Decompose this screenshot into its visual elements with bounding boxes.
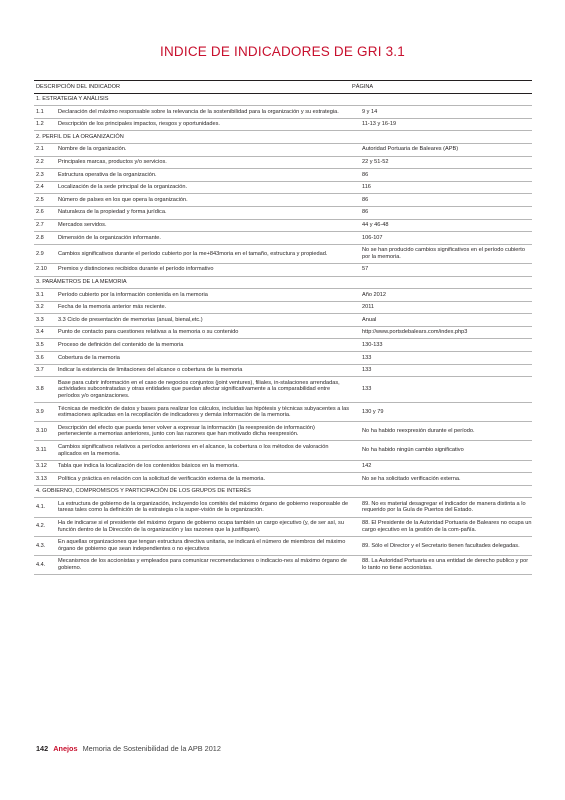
table-row: [34, 144, 532, 157]
indicator-page: 133: [362, 367, 372, 374]
indicator-number: 3.2: [36, 304, 44, 311]
indicator-page: Año 2012: [362, 291, 386, 298]
indicator-description: Ha de indicarse si el presidente del máximo órgano de gobierno ocupa también un cargo ejecutivo (y, de ser así, su función dentro de la Dirección de la organización y las razones que la justifiquen).: [58, 520, 344, 533]
indicator-page: No ha habido ningún cambio significativo: [362, 447, 464, 454]
section-title: 1. ESTRATEGIA Y ANÁLISIS: [36, 96, 109, 103]
table-row: [34, 119, 532, 132]
indicator-description: Tabla que indica la localización de los contenidos básicos en la memoria.: [58, 463, 239, 470]
indicator-description: Dimensión de la organización informante.: [58, 234, 161, 241]
indicator-page: 22 y 51-52: [362, 159, 389, 166]
indicator-description: Naturaleza de la propiedad y forma jurídica.: [58, 209, 167, 216]
indicator-number: 2.5: [36, 196, 44, 203]
indicator-description: Período cubierto por la información contenida en la memoria: [58, 291, 208, 298]
indicator-description: Localización de la sede principal de la organización.: [58, 184, 188, 191]
table-row: [34, 473, 532, 486]
section-header: [34, 94, 532, 107]
indicator-number: 4.2.: [36, 523, 46, 530]
table-row: [34, 169, 532, 182]
table-row: [34, 264, 532, 277]
footer-page-number: 142: [36, 744, 49, 753]
table-row: [34, 157, 532, 170]
table-row: [34, 352, 532, 365]
indicator-page: 133: [362, 386, 372, 393]
section-title: 4. GOBIERNO, COMPROMISOS Y PARTICIPACIÓN DE LOS GRUPOS DE INTERÉS: [36, 488, 251, 495]
indicator-number: 2.3: [36, 171, 44, 178]
indicator-number: 3.12: [36, 463, 47, 470]
table-row: [34, 537, 532, 556]
indicator-number: 4.1.: [36, 504, 46, 511]
header-page: PÁGINA: [352, 83, 374, 90]
indicator-number: 2.6: [36, 209, 44, 216]
indicator-description: Mecanismos de los accionistas y empleados para comunicar recomendaciones o indicacio-nes al máximo órgano de gobierno.: [58, 558, 347, 572]
indicator-page: 88. El Presidente de la Autoridad Portuaria de Baleares no ocupa un cargo ejecutivo en la gestión de la com-pañía.: [362, 520, 532, 533]
indicator-description: Proceso de definición del contenido de la memoria: [58, 341, 184, 348]
indicator-number: 2.10: [36, 266, 47, 273]
indicator-page: 142: [362, 463, 372, 470]
table-row: [34, 314, 532, 327]
table-row: [34, 194, 532, 207]
indicator-table: [34, 80, 532, 575]
table-row: [34, 245, 532, 264]
indicator-page: 86: [362, 209, 369, 216]
indicator-page: 88. La Autoridad Portuaria es una entidad de derecho publico y por lo tanto no tiene accionistas.: [362, 558, 529, 572]
indicator-description: Base para cubrir información en el caso de negocios conjuntos (joint ventures), filiales, in-stalaciones arrendadas, actividades subcontratadas y otras entidades que puedan afectar significativamente a la comparabilidad entre períodos y/o organizaciones.: [58, 379, 340, 399]
indicator-page: 130-133: [362, 341, 383, 348]
indicator-number: 3.11: [36, 447, 47, 454]
indicator-number: 3.13: [36, 475, 47, 482]
indicator-number: 3.4: [36, 329, 44, 336]
table-row: [34, 377, 532, 403]
table-row: [34, 518, 532, 537]
indicator-page: No se han producido cambios significativos en el período cubierto por la memoria.: [362, 247, 525, 260]
table-row: [34, 556, 532, 575]
indicator-description: Estructura operativa de la organización.: [58, 171, 157, 178]
indicator-description: Nombre de la organización.: [58, 146, 127, 153]
indicator-description: Política y práctica en relación con la solicitud de verificación externa de la memoria.: [58, 475, 266, 482]
indicator-description: Declaración del máximo responsable sobre la relevancia de la sostenibilidad para la organización y su estrategia.: [58, 108, 339, 115]
indicator-page: 86: [362, 171, 369, 178]
section-title: 3. PARÁMETROS DE LA MEMORIA: [36, 279, 127, 285]
section-header: [34, 277, 532, 290]
indicator-number: 3.7: [36, 367, 44, 374]
indicator-description: Indicar la existencia de limitaciones del alcance o cobertura de la memoria: [58, 367, 243, 374]
indicator-description: Cobertura de la memoria: [58, 354, 120, 361]
indicator-page: 11-13 y 16-19: [362, 121, 397, 128]
indicator-number: 2.2: [36, 159, 44, 166]
indicator-description: Principales marcas, productos y/o servicios.: [58, 159, 167, 166]
indicator-description: Fecha de la memoria anterior más reciente.: [58, 304, 167, 311]
indicator-number: 4.4.: [36, 561, 46, 568]
indicator-description: La estructura de gobierno de la organización, incluyendo los comités del máximo órgano de gobierno responsable de tareas tales como la definición de la estrategia o la super-visión de la organización.: [58, 500, 349, 514]
table-row: [34, 498, 532, 517]
indicator-page: 106-107: [362, 234, 383, 241]
indicator-number: 3.6: [36, 354, 44, 361]
indicator-page: 57: [362, 266, 369, 273]
indicator-description: Cambios significativos durante el período cubierto por la me+843moria en el tamaño, estructura y propiedad.: [58, 250, 328, 257]
table-row: [34, 327, 532, 340]
table-row: [34, 289, 532, 302]
indicator-description: Mercados servidos.: [58, 222, 107, 229]
table-row: [34, 302, 532, 315]
table-row: [34, 339, 532, 352]
indicator-description: Descripción del efecto que pueda tener volver a expresar la información (la reexpresión de información) perteneciente a memorias anteriores, junto con las razones que han motivado dicha reexpresión.: [58, 424, 315, 438]
indicator-description: 3.3 Ciclo de presentación de memorias (anual, bienal,etc.): [58, 316, 203, 323]
indicator-page: 9 y 14: [362, 108, 378, 115]
table-row: [34, 461, 532, 474]
section-header: [34, 131, 532, 144]
indicator-number: 3.1: [36, 291, 44, 298]
indicator-page: 130 y 79: [362, 408, 384, 415]
indicator-number: 3.3: [36, 316, 44, 323]
indicator-page: Autoridad Portuaria de Baleares (APB): [362, 146, 459, 153]
indicator-page: 133: [362, 354, 372, 361]
indicator-number: 2.7: [36, 222, 44, 229]
indicator-page: Anual: [362, 316, 377, 323]
indicator-page: 44 y 46-48: [362, 222, 389, 229]
footer-text: Memoria de Sostenibilidad de la APB 2012: [82, 744, 221, 753]
indicator-number: 2.8: [36, 234, 44, 241]
header-description: DESCRIPCIÓN DEL INDICADOR: [36, 83, 121, 90]
indicator-page: No se ha solicitado verificación externa.: [362, 475, 461, 482]
table-row: [34, 106, 532, 119]
indicator-number: 1.1: [36, 108, 44, 115]
indicator-description: Número de países en los que opera la organización.: [58, 196, 188, 203]
indicator-page: 86: [362, 196, 369, 203]
indicator-description: Cambios significativos relativos a períodos anteriores en el alcance, la cobertura o los métodos de valoración aplicados en la memoria.: [58, 443, 329, 457]
section-header: [34, 486, 532, 499]
indicator-page: 89. Sólo el Director y el Secretario tienen facultades delegadas.: [362, 542, 520, 549]
indicator-number: 2.4: [36, 184, 44, 191]
indicator-description: Descripción de los principales impactos, riesgos y oportunidades.: [58, 121, 220, 128]
indicator-page: 116: [362, 184, 371, 191]
indicator-number: 1.2: [36, 121, 44, 128]
page-title: INDICE DE INDICADORES DE GRI 3.1: [160, 44, 405, 59]
table-row: [34, 403, 532, 422]
indicator-number: 2.9: [36, 250, 44, 257]
table-row: [34, 182, 532, 195]
table-row: [34, 207, 532, 220]
indicator-page: No ha habido reexpresión durante el período.: [362, 428, 475, 435]
indicator-number: 3.9: [36, 408, 44, 415]
table-row: [34, 220, 532, 233]
indicator-description: En aquellas organizaciones que tengan estructura directiva unitaria, se indicará el número de miembros del máximo órgano de gobierno que sean independientes o no ejecutivos: [58, 539, 346, 552]
table-row: [34, 365, 532, 378]
indicator-page: http://www.portsdebalears.com/index.php3: [362, 329, 468, 336]
page-footer: [36, 744, 221, 753]
footer-section: Anejos: [53, 744, 78, 753]
table-row: [34, 232, 532, 245]
section-title: 2. PERFIL DE LA ORGANIZACIÓN: [36, 133, 124, 140]
indicator-number: 3.5: [36, 341, 44, 348]
indicator-number: 2.1: [36, 146, 44, 153]
indicator-number: 3.10: [36, 428, 47, 435]
table-row: [34, 441, 532, 460]
indicator-page: 2011: [362, 304, 375, 311]
indicator-number: 3.8: [36, 386, 44, 393]
indicator-description: Técnicas de medición de datos y bases para realizar los cálculos, incluidas las hipótesis y técnicas subyacentes a las estimaciones aplicadas en la recopilación de indicadores y demás información de la memoria.: [58, 405, 350, 419]
table-row: [34, 422, 532, 441]
indicator-description: Premios y distinciones recibidos durante el período informativo: [58, 266, 214, 273]
indicator-page: 89. No es material desagregar el indicador de manera distinta a lo requerido por la Guía de Puertos del Estado.: [362, 500, 526, 514]
indicator-number: 4.3.: [36, 542, 46, 549]
table-header: [34, 80, 532, 94]
indicator-description: Punto de contacto para cuestiones relativas a la memoria o su contenido: [58, 329, 239, 336]
